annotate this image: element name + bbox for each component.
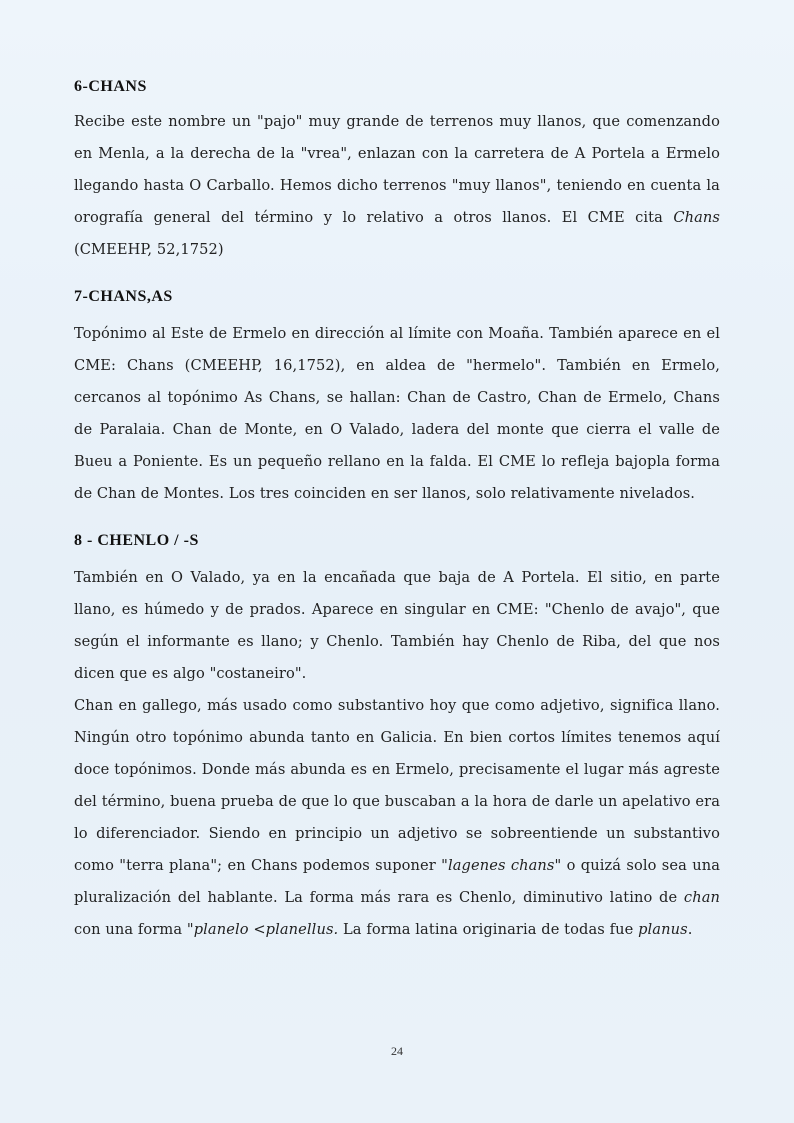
text-run-italic: "lagenes chans" — [441, 857, 562, 874]
paragraph — [74, 106, 720, 266]
text-run: La forma latina originaria de todas fue — [338, 921, 639, 938]
text-run: Recibe este nombre un "pajo" muy grande de terrenos muy llanos, que comenzando en Menla, a la derecha de la "vrea", enlazan con la carretera de A Portela a Ermelo llegando hasta O Carballo. Hemos dicho terrenos "muy llanos", teniendo en cuenta la orografía general del término y lo relativo a otros llanos. El CME cita — [74, 113, 720, 226]
section-chans — [74, 78, 720, 266]
text-run: Topónimo al Este de Ermelo en dirección al límite con Moaña. También aparece en el CME: Chans (CMEEHP, 16,1752), en aldea de "hermelo". También en Ermelo, cercanos al topónimo As Chans, se hallan: Chan de Castro, Chan de Ermelo, Chans de Paralaia. Chan de Monte, en O Valado, ladera del monte que cierra el valle de Bueu a Poniente. Es un pequeño rellano en la falda. El CME lo refleja bajopla forma de Chan de Montes. Los tres coinciden en ser llanos, solo relativamente nivelados. — [74, 325, 720, 502]
page-number: 24 — [391, 1044, 403, 1058]
text-run: Chan en gallego, más usado como substantivo hoy que como adjetivo, significa llano. Ningún otro topónimo abunda tanto en Galicia. En bien cortos límites tenemos aquí doce topónimos. Donde más abunda es en Ermelo, precisamente el lugar más agreste del término, buena prueba de que lo que buscaban a la hora de darle un apelativo era lo diferenciador. Siendo en principio un adjetivo se sobreentiende un substantivo como "terra plana"; en Chans podemos suponer — [74, 697, 720, 874]
text-run: . — [687, 921, 693, 938]
section-chans-as — [74, 288, 720, 510]
text-run: (CMEEHP, 52,1752) — [74, 241, 224, 258]
section-chenlo — [74, 532, 720, 946]
text-run-italic: Chans — [673, 209, 720, 226]
text-run: con una forma — [74, 921, 187, 938]
document-body — [74, 78, 720, 968]
section-heading: 8 - CHENLO / -S — [74, 532, 199, 549]
paragraph — [74, 562, 720, 690]
text-run-italic: "planelo <planellus. — [186, 921, 339, 938]
text-run-italic: chan — [683, 889, 720, 906]
section-heading: 6-CHANS — [74, 78, 147, 95]
section-heading: 7-CHANS,AS — [74, 288, 173, 305]
text-run: También en O Valado, ya en la encañada que baja de A Portela. El sitio, en parte llano, es húmedo y de prados. Aparece en singular en CME: "Chenlo de avajo", que según el informante es llano; y Chenlo. También hay Chenlo de Riba, del que nos dicen que es algo "costaneiro". — [74, 569, 720, 682]
paragraph — [74, 318, 720, 510]
text-run: o quizá solo sea una pluralización del hablante. La forma más rara es Chenlo, diminutivo latino de — [74, 857, 720, 906]
text-run-italic: planus — [638, 921, 688, 938]
paragraph — [74, 690, 720, 946]
